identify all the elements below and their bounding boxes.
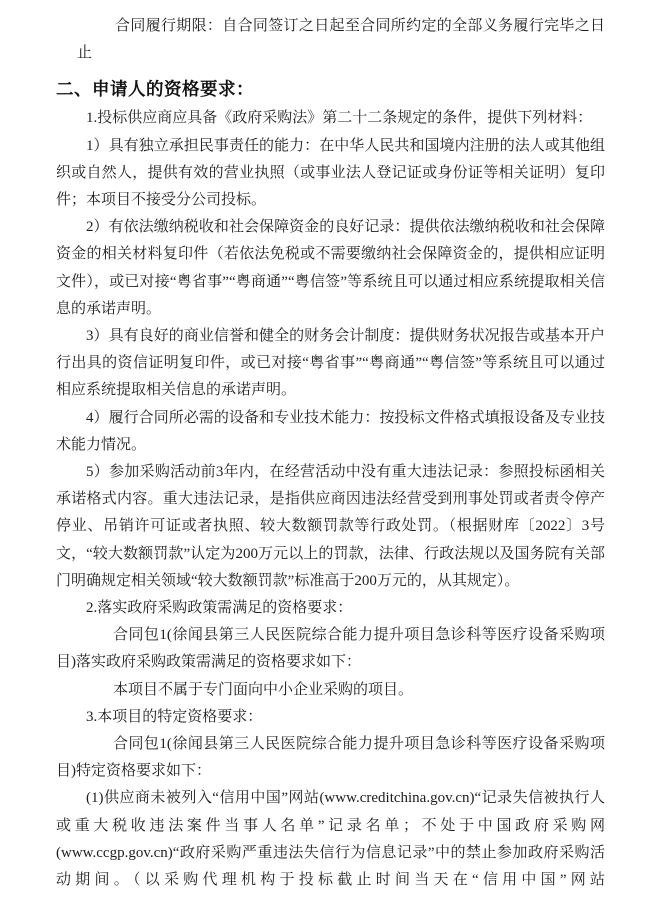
item-2-tax-social-security: 2）有依法缴纳税收和社会保障资金的良好记录：提供依法缴纳税收和社会保障资金的相关材料复印件（若依法免税或不需要缴纳社会保障资金的，提供相应证明文件），或已对接“粤省事”“粤商通”“粤信签”等系统且可以通过相应系统提取相关信息的承诺声明。 <box>56 219 605 317</box>
item-4-equipment-capability: 4）履行合同所必需的设备和专业技术能力：按投标文件格式填报设备及专业技术能力情况。 <box>56 409 605 453</box>
contract-performance-period-paragraph: 合同履行期限：自合同签订之日起至合同所约定的全部义务履行完毕之日止 <box>77 18 605 62</box>
package1-specific-requirements: 合同包1(徐闻县第三人民医院综合能力提升项目急诊科等医疗设备采购项目)特定资格要求如下： <box>56 736 605 780</box>
item-3-business-reputation: 3）具有良好的商业信誉和健全的财务会计制度：提供财务状况报告或基本开户行出具的资信证明复印件，或已对接“粤省事”“粤商通”“粤信签”等系统且可以通过相应系统提取相关信息的承诺声明。 <box>56 328 605 399</box>
item-5-no-major-violations: 5）参加采购活动前3年内，在经营活动中没有重大违法记录：参照投标函相关承诺格式内容。重大违法记录，是指供应商因违法经营受到刑事处罚或者责令停产停业、吊销许可证或者执照、较大数额罚款等行政处罚。（根据财库〔2022〕3号文，“较大数额罚款”认定为200万元以上的罚款，法律、行政法规以及国务院有关部门明确规定相关领域“较大数额罚款”标准高于200万元的，从其规定）。 <box>56 464 605 589</box>
clause-1-materials-intro: 1.投标供应商应具备《政府采购法》第二十二条规定的条件，提供下列材料： <box>86 110 593 127</box>
package1-policy-requirements: 合同包1(徐闻县第三人民医院综合能力提升项目急诊科等医疗设备采购项目)落实政府采购政策需满足的资格要求如下： <box>56 627 605 671</box>
sme-procurement-note: 本项目不属于专门面向中小企业采购的项目。 <box>113 681 414 698</box>
clause-3-specific-requirements: 3.本项目的特定资格要求： <box>86 708 263 725</box>
item-1-credit-china-requirement: (1)供应商未被列入“信用中国”网站(www.creditchina.gov.cn)“记录失信被执行人或重大税收违法案件当事人名单”记录名单；不处于中国政府采购网(www.ccgp.gov.cn)“政府采购严重违法失信行为信息记录”中的禁止参加政府采购活动期间。（以采购代理机构于投标截止时间当天在“信用中国”网站 <box>56 790 605 889</box>
item-1-civil-liability: 1）具有独立承担民事责任的能力：在中华人民共和国境内注册的法人或其他组织或自然人，提供有效的营业执照（或事业法人登记证或身份证等相关证明）复印件；本项目不接受分公司投标。 <box>56 137 605 209</box>
section-heading: 二、申请人的资格要求： <box>56 79 254 100</box>
clause-2-policy-requirements: 2.落实政府采购政策需满足的资格要求： <box>86 600 353 617</box>
